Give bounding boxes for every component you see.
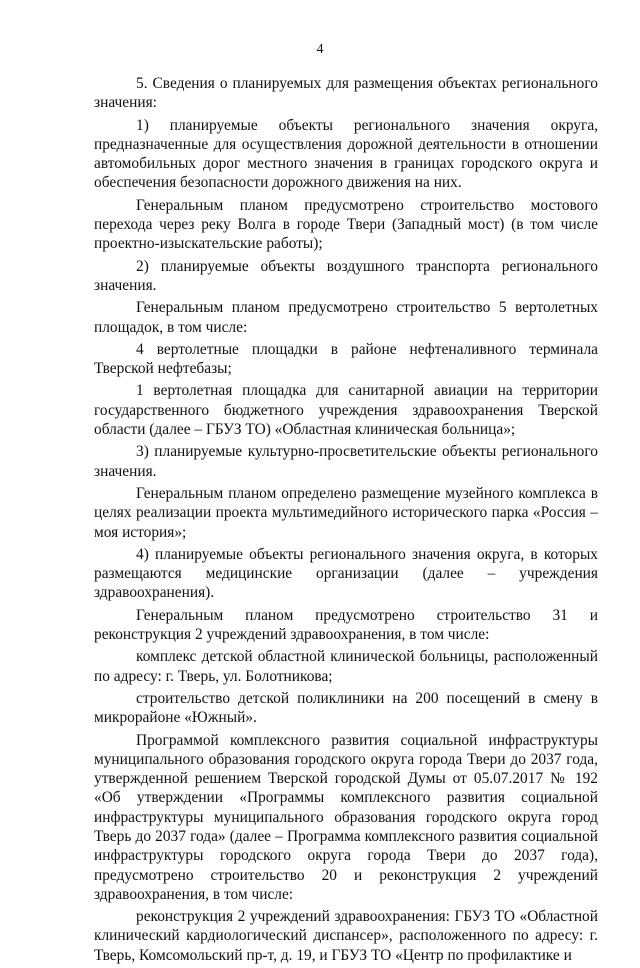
paragraph-development-program: Программой комплексного развития социальной инфраструктуры муниципального образования городского округа города Твери до 2037 года, утвержденной решением Тверской городской Думы от 05.07.2017 № 192 «Об утверждении «Программы комплексного развития социальной инфраструктуры муниципального образования городского округа город Тверь до 2037 года» (далее – Программа комплексного развития социальной инфраструктуры городского округа города Твери до 2037 года), предусмотрено строительство 20 и реконструкция 2 учреждений здравоохранения, в том числе:	[94, 731, 598, 903]
paragraph-museum-complex: Генеральным планом определено размещение музейного комплекса в целях реализации проекта мультимедийного исторического парка «Россия – моя история»;	[94, 484, 598, 541]
page-number: 4	[316, 42, 324, 57]
paragraph-item-3-cultural-objects: 3) планируемые культурно-просветительские объекты регионального значения.	[94, 443, 598, 480]
paragraph-bridge-construction: Генеральным планом предусмотрено строительство мостового перехода через реку Волга в городе Твери (Западный мост) (в том числе проектно-изыскательские работы);	[94, 196, 598, 253]
paragraph-item-4-medical: 4) планируемые объекты регионального значения округа, в которых размещаются медицинские организации (далее – учреждения здравоохранения).	[94, 545, 598, 602]
paragraph-childrens-clinic: строительство детской поликлиники на 200 посещений в смену в микрорайоне «Южный».	[94, 689, 598, 727]
paragraph-reconstruction: реконструкция 2 учреждений здравоохранения: ГБУЗ ТО «Областной клинический кардиологический диспансер», расположенного по адресу: г. Тверь, Комсомольский пр-т, д. 19, и ГБУЗ ТО «Центр по профилактике и	[94, 908, 598, 964]
paragraph-helipads-oil-terminal: 4 вертолетные площадки в районе нефтеналивного терминала Тверской нефтебазы;	[94, 340, 598, 378]
paragraph-item-1-road-objects: 1) планируемые объекты регионального значения округа, предназначенные для осуществления дорожной деятельности в отношении автомобильных дорог местного значения в границах городского округа и обеспечения безопасности дорожного движения на них.	[94, 116, 598, 192]
paragraph-childrens-hospital: комплекс детской областной клинической больницы, расположенный по адресу: г. Тверь, ул. Болотникова;	[94, 648, 598, 685]
document-body	[94, 74, 598, 968]
paragraph-helipad-sanitary-aviation: 1 вертолетная площадка для санитарной авиации на территории государственного бюджетного учреждения здравоохранения Тверской области (далее – ГБУЗ ТО) «Областная клиническая больница»;	[94, 382, 598, 439]
paragraph-helipads: Генеральным планом предусмотрено строительство 5 вертолетных площадок, в том числе:	[94, 299, 598, 336]
paragraph-item-2-air-transport: 2) планируемые объекты воздушного транспорта регионального значения.	[94, 257, 598, 294]
paragraph-healthcare-construction: Генеральным планом предусмотрено строительство 31 и реконструкция 2 учреждений здравоохранения, в том числе:	[94, 606, 598, 644]
paragraph-section-5-heading: 5. Сведения о планируемых для размещения объектах регионального значения:	[94, 75, 598, 112]
